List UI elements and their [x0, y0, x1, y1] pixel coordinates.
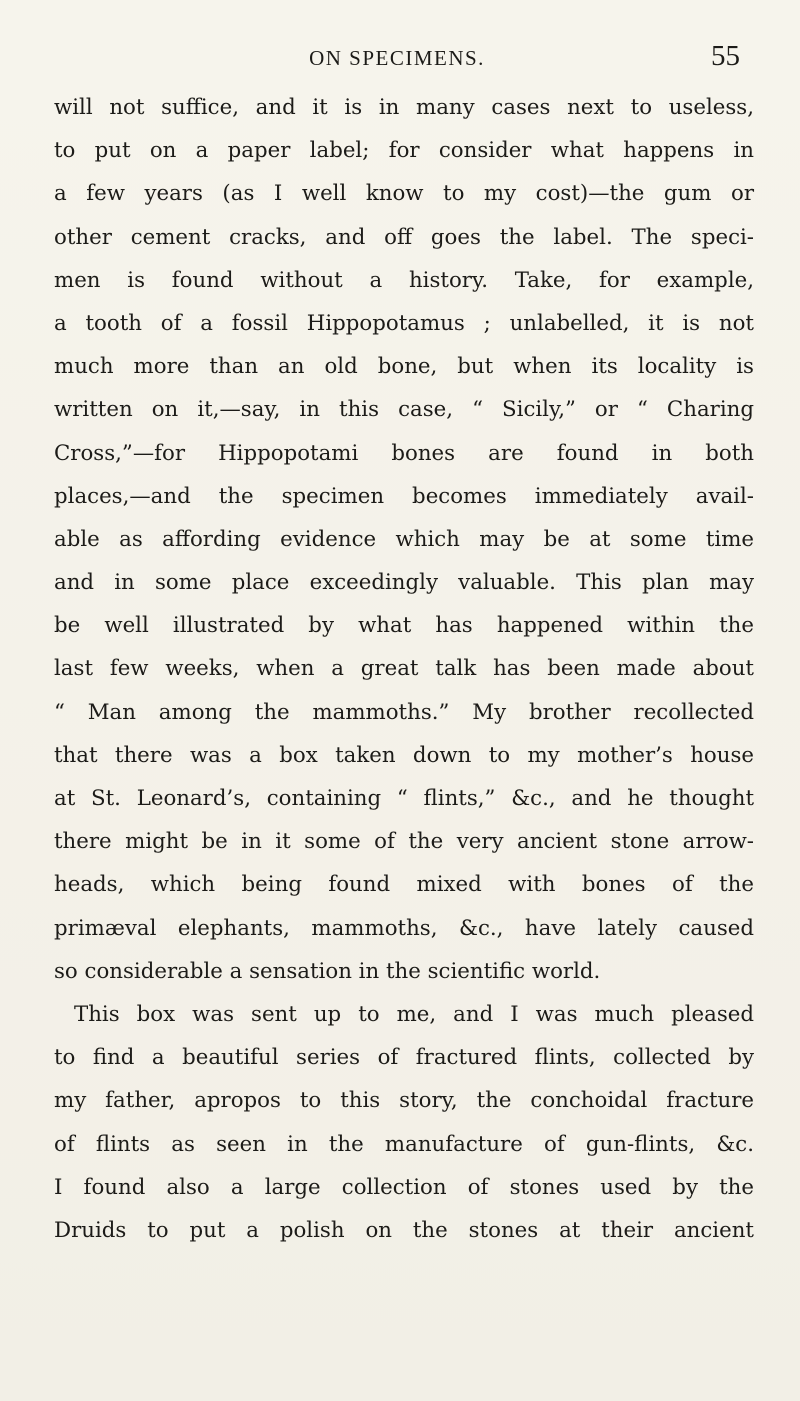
text-line: places,—and the specimen becomes immediately avail-	[54, 483, 754, 509]
text-line: a tooth of a fossil Hippopotamus ; unlabelled, it is not	[54, 310, 754, 336]
running-title: ON SPECIMENS.	[309, 46, 485, 70]
text-line: other cement cracks, and off goes the label. The speci-	[54, 224, 754, 250]
text-line: written on it,—say, in this case, “ Sicily,” or “ Charing	[54, 397, 754, 423]
text-line: I found also a large collection of stones used by the	[54, 1174, 754, 1200]
text-line: and in some place exceedingly valuable. This plan may	[54, 570, 754, 596]
text-line: to find a beautiful series of fractured flints, collected by	[54, 1045, 754, 1071]
text-line: heads, which being found mixed with bones of the	[54, 872, 754, 898]
text-line: that there was a box taken down to my mother’s house	[54, 742, 754, 768]
text-line: my father, apropos to this story, the conchoidal fracture	[54, 1088, 754, 1114]
text-line: of flints as seen in the manufacture of gun-flints, &c.	[54, 1131, 754, 1157]
text-line: men is found without a history. Take, for example,	[54, 267, 754, 293]
text-line: able as affording evidence which may be at some time	[54, 526, 754, 552]
text-line: much more than an old bone, but when its locality is	[54, 354, 754, 380]
text-line: a few years (as I well know to my cost)—the gum or	[54, 181, 754, 207]
text-line: to put on a paper label; for consider what happens in	[54, 138, 754, 164]
page-number: 55	[711, 40, 740, 72]
text-line: “ Man among the mammoths.” My brother recollected	[54, 699, 754, 725]
text-line: at St. Leonard’s, containing “ flints,” &c., and he thought	[54, 786, 754, 811]
text-line: will not suffice, and it is in many cases next to useless,	[54, 95, 754, 120]
text-line: Cross,”—for Hippopotami bones are found in both	[54, 440, 754, 466]
text-line: This box was sent up to me, and I was much pleased	[74, 1001, 754, 1027]
text-line: there might be in it some of the very ancient stone arrow-	[54, 829, 754, 855]
text-line: primæval elephants, mammoths, &c., have lately caused	[54, 915, 754, 941]
text-line: last few weeks, when a great talk has been made about	[54, 656, 754, 682]
text-line: Druids to put a polish on the stones at their ancient	[54, 1217, 754, 1243]
text-line: be well illustrated by what has happened within the	[54, 613, 754, 639]
text-line: so considerable a sensation in the scientific world.	[54, 958, 601, 984]
body-text	[54, 86, 754, 1252]
running-head	[54, 40, 740, 76]
